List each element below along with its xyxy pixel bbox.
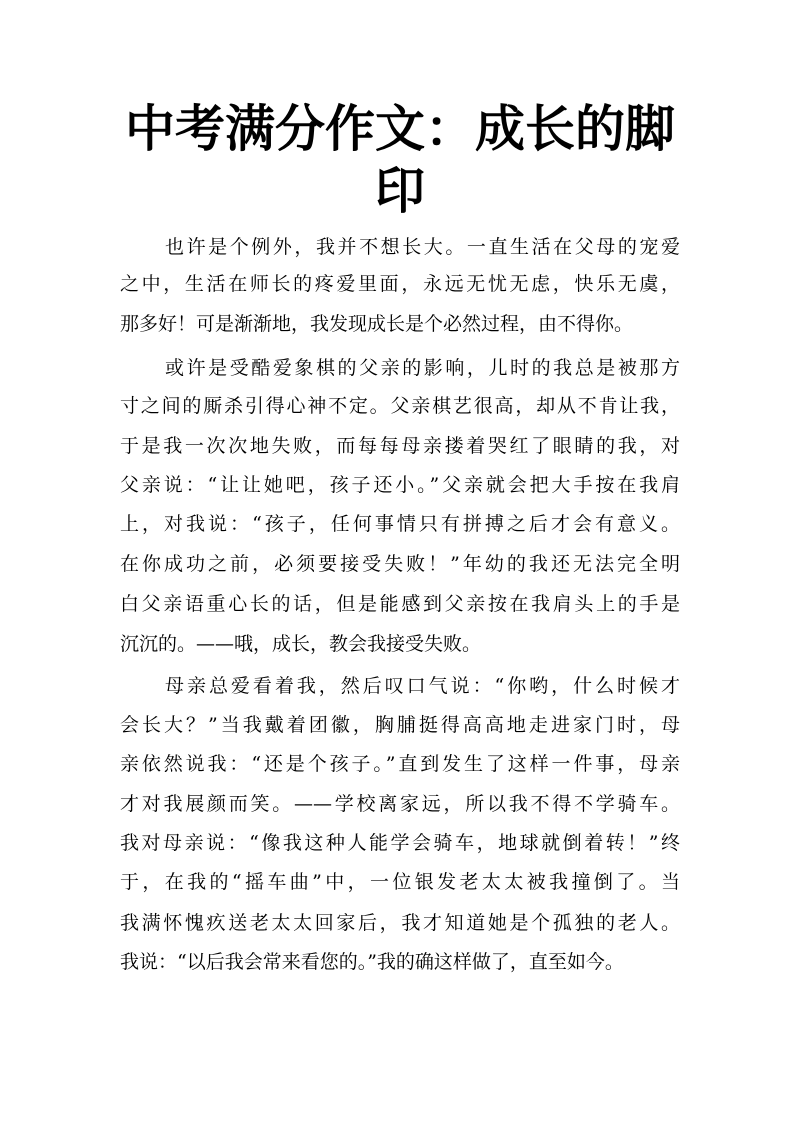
body-line: 在你成功之前，必须要接受失败！”年幼的我还无法完全明 — [120, 553, 680, 575]
body-line: 或许是受酷爱象棋的父亲的影响，儿时的我总是被那方 — [165, 357, 680, 379]
body-line: 上，对我说：“孩子，任何事情只有拼搏之后才会有意义。 — [120, 513, 680, 535]
body-line: 白父亲语重心长的话，但是能感到父亲按在我肩头上的手是 — [120, 593, 680, 615]
body-line: 沉沉的。——哦，成长，教会我接受失败。 — [120, 633, 482, 655]
body-line: 我满怀愧疚送老太太回家后，我才知道她是个孤独的老人。 — [120, 912, 680, 934]
body-line: 我说：“以后我会常来看您的。”我的确这样做了，直至如今。 — [120, 951, 624, 973]
document-title-line-1: 中考满分作文：成长的脚 — [125, 100, 675, 158]
document-title-line-2: 印 — [375, 162, 425, 220]
body-line: 之中，生活在师长的疼爱里面，永远无忧无虑，快乐无虞， — [120, 273, 680, 295]
body-line: 会长大？”当我戴着团徽，胸脯挺得高高地走进家门时，母 — [120, 714, 680, 736]
body-line: 于是我一次次地失败，而每每母亲搂着哭红了眼睛的我，对 — [120, 435, 680, 457]
body-line: 那多好！可是渐渐地，我发现成长是个必然过程，由不得你。 — [120, 313, 634, 335]
body-line: 我对母亲说：“像我这种人能学会骑车，地球就倒着转！”终 — [120, 832, 680, 854]
body-line: 也许是个例外，我并不想长大。一直生活在父母的宠爱 — [165, 236, 680, 258]
body-line: 亲依然说我：“还是个孩子。”直到发生了这样一件事，母亲 — [120, 753, 680, 775]
body-line: 寸之间的厮杀引得心神不定。父亲棋艺很高，却从不肯让我， — [120, 395, 680, 417]
body-line: 母亲总爱看着我，然后叹口气说：“你哟，什么时候才 — [165, 675, 680, 697]
body-line: 才对我展颜而笑。——学校离家远，所以我不得不学骑车。 — [120, 793, 680, 815]
body-line: 于，在我的“摇车曲”中，一位银发老太太被我撞倒了。当 — [120, 871, 680, 893]
body-line: 父亲说：“让让她吧，孩子还小。”父亲就会把大手按在我肩 — [120, 474, 680, 496]
